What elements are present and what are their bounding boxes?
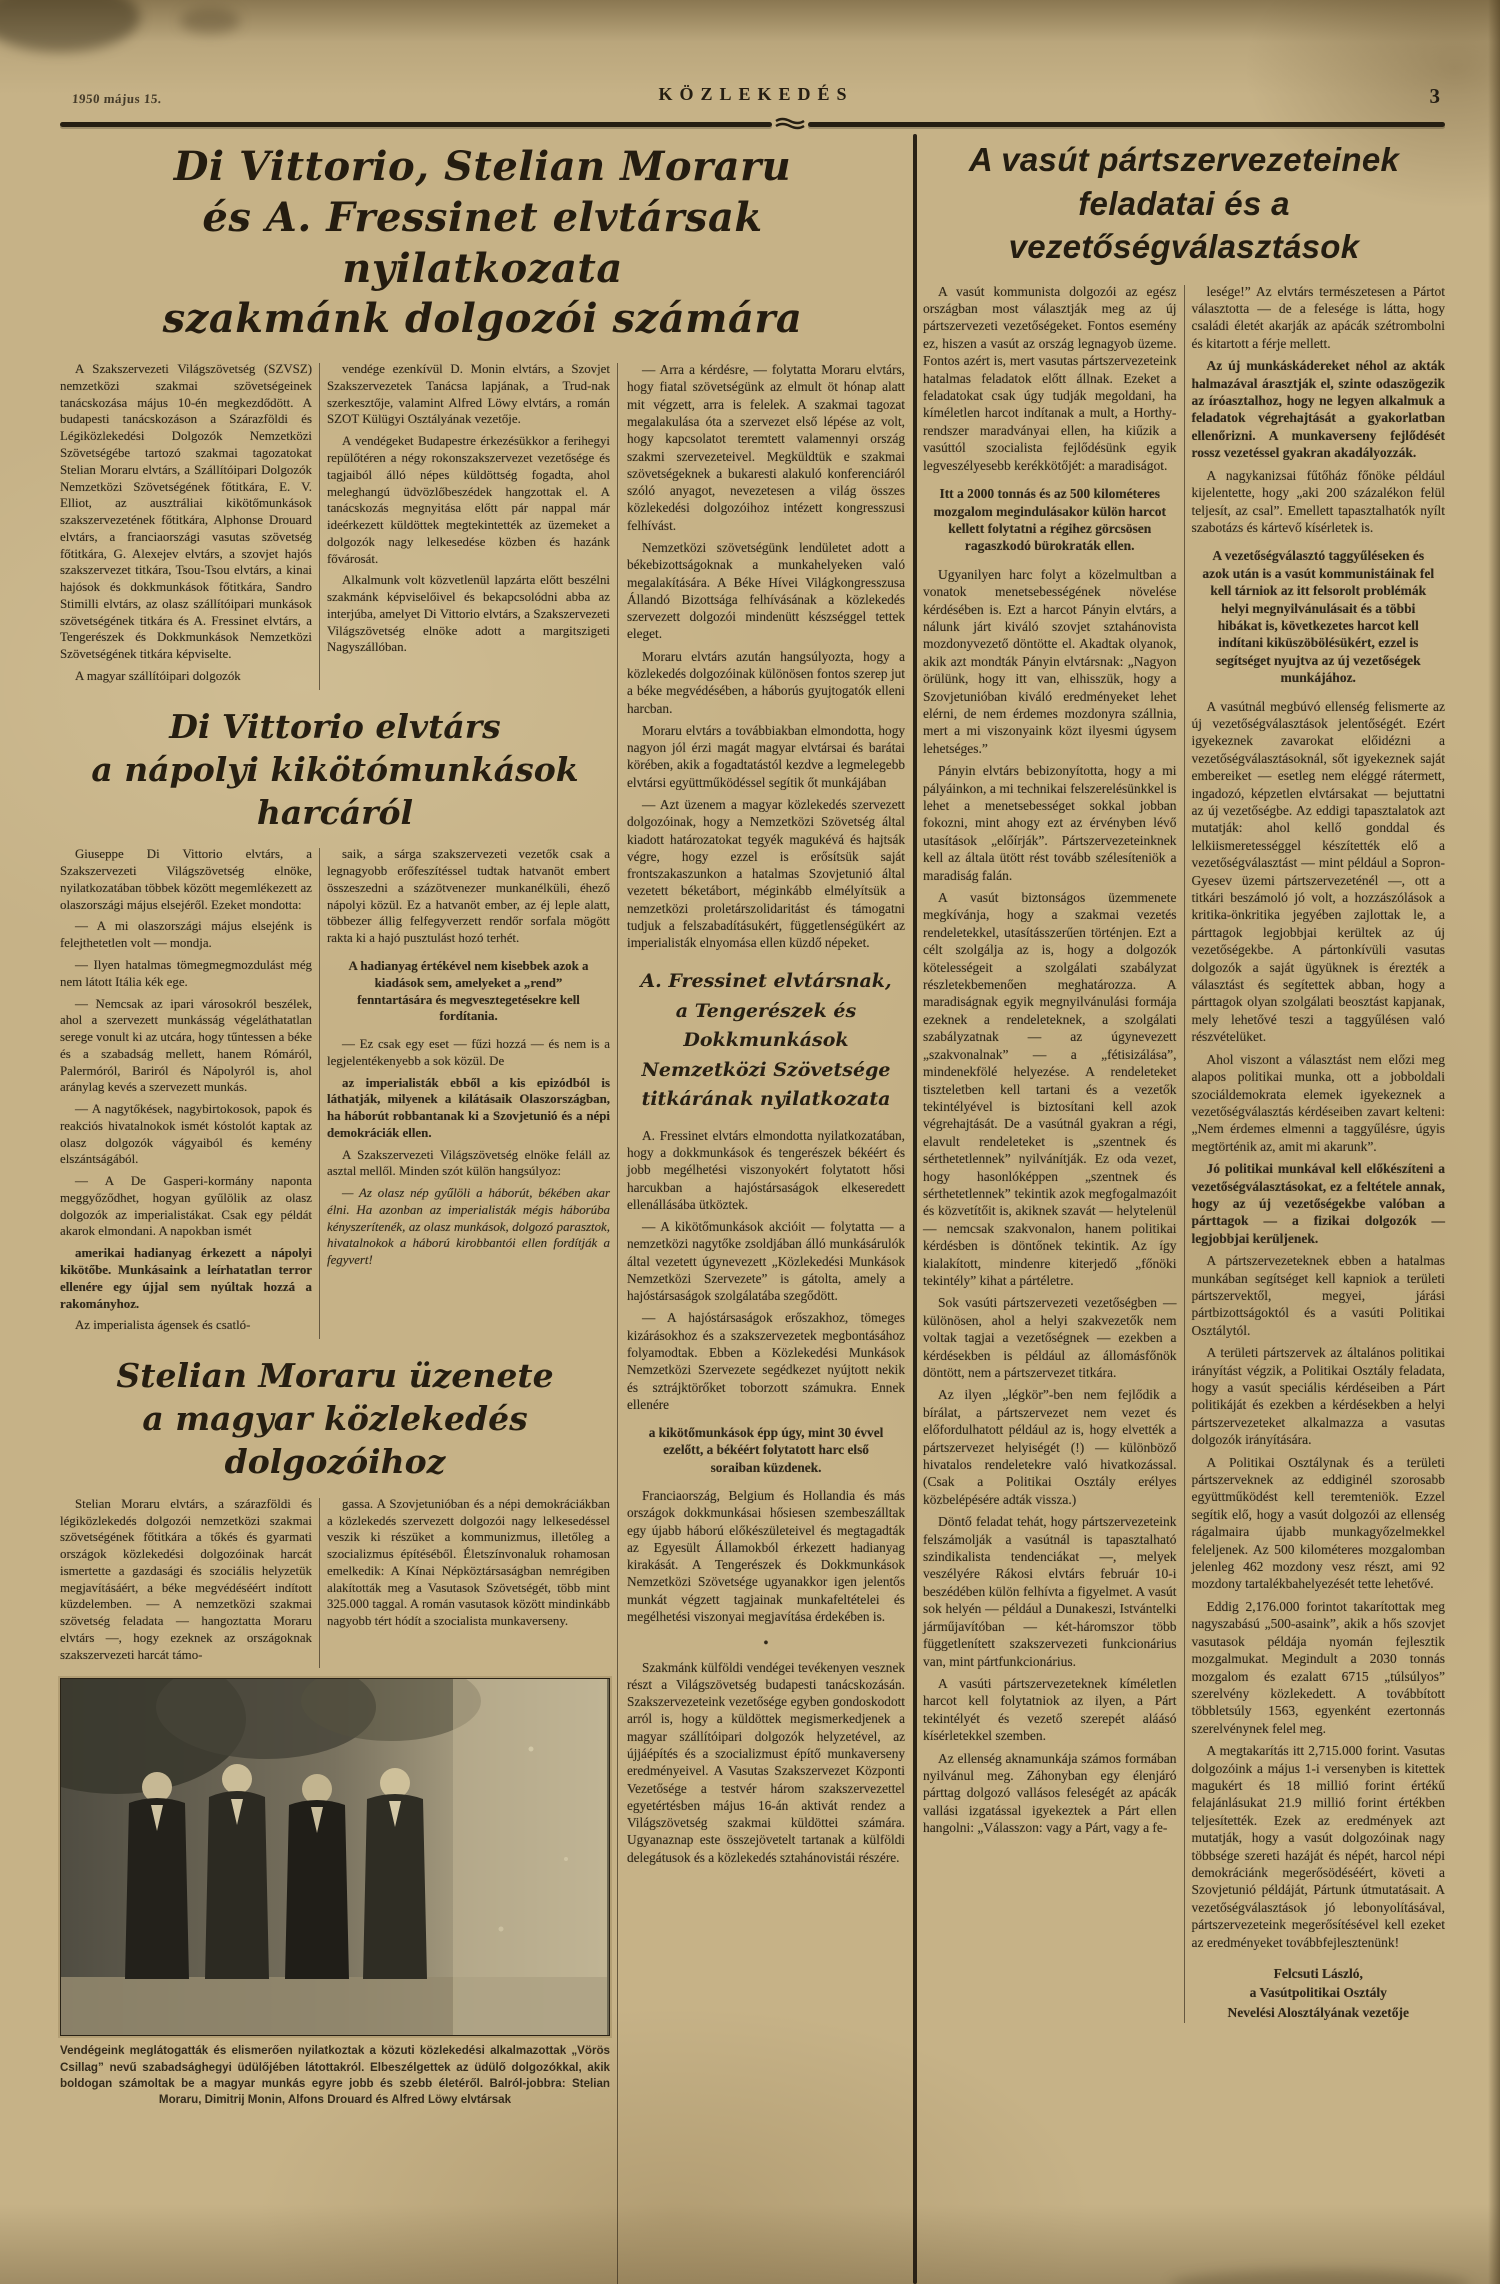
main-article-col1 — [60, 361, 312, 690]
rule-segment — [808, 122, 1445, 127]
headline-line: Nemzetközi Szövetsége — [641, 1058, 891, 1081]
masthead-row — [72, 84, 1440, 109]
paragraph: a Vasútpolitikai Osztály — [1249, 1985, 1387, 2001]
headline-line: a Tengerészek és Dokkmunkások — [675, 999, 857, 1052]
paragraph: A magyar szállítóipari dolgozók — [75, 668, 241, 683]
paragraph: — Ez csak egy eset — fűzi hozzá — és nem is a legjelentékenyebb a sok közül. De — [327, 1037, 610, 1068]
vittorio-col2 — [327, 846, 610, 1339]
two-column-zone — [60, 361, 610, 2284]
paragraph: — Ilyen hatalmas tömegmegmozdulást még nem látott Itália kék ege. — [60, 958, 312, 989]
column-rule — [617, 363, 618, 2284]
paragraph: A Politikai Osztálynak és a területi pártszerveknek az eddiginél szorosabb együttműködést kell teremteniök. Ezzel segítik elő, hogy a vasút dolgozói az ellenség rágalmaira újabb munkagyőzelmekkel feleljenek. Az 500 kilométeres mozgalomban jelenleg 462 mozdony vesz részt, ami 92 mozdony tartalékbahelyezését tette lehetővé. — [1191, 1454, 1445, 1592]
masthead-ornament-icon — [772, 117, 808, 131]
paragraph: saik, a sárga szakszervezeti vezetők csak a legnagyobb erőfeszítéssel tudtak hatvanöt embert összeszedni a százötvenezer munkanélküli, éhező nápolyi közül. Ez a hatvanöt ember, az éj leple alatt, többezer állig felfegyverzett rendőr sorfala mögött rakta ki a hajó pusztulást hozó terhét. — [327, 847, 610, 946]
paragraph: Sok vasúti pártszervezeti vezetőségben — különösen, ahol a helyi szakvezetők nem voltak tagjai a vezetőségnek — ezekben a kérdésekben is például az állomásfőnök döntött, nem a pártszervezet titkára. — [923, 1295, 1177, 1381]
paragraph: — Az olasz nép gyűlöli a háborút, békében akar élni. Ha azonban az imperialisták mégis háborúba kényszerítenék, az olasz munkások, dolgozó parasztok, hivatalnokok a háború kirobbantói ellen fordítják a fegyvert! — [327, 1186, 610, 1268]
page-number: 3 — [1429, 84, 1440, 108]
paragraph: A vendégeket Budapestre érkezésükkor a ferihegyi repülőtéren a négy rokonszakszervezet vezetősége és tagjaiból álló népes küldöttség fogadta, ahol meleghangú üdvözlőbeszédek hangzottak el. A tanácskozás megnyitása előtt pár nappal már ideérkezett küldöttek megtekintették az üzemeket a dolgozók nagy lelkesedése közben és hazánk fővárosát. — [327, 434, 610, 566]
page-content — [60, 134, 1445, 2284]
headline-line: feladatai és a vezetőségválasztások — [1008, 184, 1360, 266]
paragraph: Nevelési Alosztályának vezetője — [1227, 2004, 1409, 2020]
paragraph: A hadianyag értékével nem kisebbek azok a kiadások sem, amelyeket a „rend” fenntartására és megvesztegetésekre kell fordítania. — [348, 959, 589, 1024]
main-article-headline — [60, 142, 905, 345]
paragraph: Döntő feladat tehát, hogy pártszervezeteink felszámolják a vasútnál is tapasztalható szindikalista tendenciákat —, melyek veszélyére Rákosi elvtárs február 10-i beszédében külön felhívta a figyelmet. A vasút sok helyén — például a Dunakeszi, Istvántelki járműjavítóban — két-háromszor több függetlenített szakszervezeti funkcionárius van, mint pártfunkcionárius. — [923, 1514, 1177, 1669]
scan-smudge — [180, 8, 240, 34]
headline-line: a magyar közlekedés dolgozóihoz — [142, 1398, 528, 1481]
paragraph: — Nemcsak az ipari városokról beszélek, ahol a szervezett munkásság végeláthatatlan serege vonult ki az utcára, hogy tűntessen a béke és a szabadság mellett, hanem Rómáról, Palermóról, Bariról és Nápolyról is, ahol aránylag kevés a szervezett munkás. — [60, 996, 312, 1095]
headline-line: Di Vittorio, Stelian Moraru — [173, 143, 792, 190]
headline-line: A vasút pártszervezeteinek — [968, 141, 1400, 178]
issue-date: 1950 május 15. — [71, 91, 163, 106]
vittorio-article-columns — [60, 846, 610, 1339]
headline-line: Di Vittorio elvtárs — [169, 706, 501, 746]
left-body — [60, 361, 905, 2284]
headline-line: a nápolyi kikötómunkások harcáról — [91, 749, 579, 832]
paragraph: A Szakszervezeti Világszövetség (SZVSZ) nemzetközi szakmai szövetségeinek tanácskozása május 10-én megkezdődött. A budapesti tanácskozáson a Szárazföldi és Légiközlekedési Dolgozók Nemzetközi Szövetségébe tartozó szakmai tagozatokat Stelian Moraru elvtárs, a Szállítóipari Dolgozók Nemzetközi Szövetségének főtitkára, E. V. Elliot, az ausztráliai kikötőmunkások szakszervezetének főtitkára, Alphonse Drouard elvtárs, a franciaországi vasutas szövetség főtitkára, G. Alexejev elvtárs, a szovjet hajós szakszervezet titkára, Tsou-Tsou elvtárs, a kinai hajósok és dokkmunkások főtitkára, Sandro Stimilli elvtárs, az olasz szállítóipari munkások szövetségének titkára és A. Fressinet elvtárs, a Tengerészek és Dokkmunkások Nemzetközi Szövetségének titkára képviselte. — [60, 362, 312, 662]
paragraph: A vasúti pártszervezeteknek kíméletlen harcot kell folytatniok az ilyen, a Párt tekintélyét és vezető szerepét aláásó kísérletekkel szemben. — [923, 1675, 1177, 1744]
column-rule — [319, 848, 320, 1339]
paragraph: Ahol viszont a választást nem előzi meg alapos politikai munka, ott a jobboldali szociáldemokrata elemek igyekeznek a vezetőségválasztás kérdéseiben zavart kelteni: „Nem érdemes elmenni a taggyűlésre, úgyis megtörténik az, amit mi akarunk”. — [1191, 1051, 1445, 1154]
left-section — [60, 134, 905, 2284]
paragraph: Eddig 2,176.000 forintot takarítottak meg nagyszabású „500-asaink”, akik a hős szovjet vasutasok példája nyomán fejlesztik mozgalmukat. Megindult a 2030 tonnás mozgalom és ezalatt 6715 „túlsúlyos” szerelvény közlekedett. A továbbított többletsúly 1563, egyenként ezertonnás szerelvénynek felel meg. — [1191, 1598, 1445, 1736]
moraru-article-headline — [66, 1355, 604, 1484]
paragraph: A vasút biztonságos üzemmenete megkívánja, hogy a szakmai vezetés rendeletekkel, utasításszerűen történjen. Ezt a célt szolgálja az is, hogy a dolgozók kötelességeit a szolgálati szabályzat részletekbemenően meghatározza. A maradiságnak egyik megnyilvánulási formája ezeknek a rendeleteknek, a szolgálati szabályzatnak — az úgynevezett „szakvonalnak” — a „fétisizálása”, mindenekfölé helyezése. A rendeleteket tiszteletben kell tartani és a vezetők tekintélyével is biztosítani kell azok végrehajtását. De a vasútnál gyakran a régi, elavult rendeleteket is „szentnek és sérthetetlennek” nyilvánítják. Ez oda vezet, hogy hasonlóképpen „szentnek és sérthetetlennek” tekintik azok megfogalmazóit és közvetítőit is, akiknek szavát — helytelenül — nemcsak szakvonalon, hanem politikai kérdésben is döntőnek tekintik. Az így kialakított, mindenre kiterjedő „főnöki tekintély” kihat a pártéletre. — [923, 890, 1177, 1288]
paragraph: — Arra a kérdésre, — folytatta Moraru elvtárs, hogy fiatal szövetségünk az elmult öt hónap alatt mit végzett, arra is felelek. A szakmai tagozat megalakulása óta a szervezet első lépése az volt, hogy kapcsolatot teremtett valamennyi ország szakmi szervezeteivel. Megküldtük e szakmai szövetségeknek a bukaresti alakuló konferenciáról szóló anyagot, nevezetesen a világ összes közlekedési dolgozóihoz intézett kongresszusi felhívást. — [627, 362, 905, 533]
masthead-rule — [60, 117, 1445, 131]
paragraph: Pányin elvtárs bebizonyította, hogy a mi pályáinkon, a mi technikai felszerelésünkkel is lehet a menetsebességet sokkal jobban fokozni, mint ahogy ezt az érvényben lévő utasítások „előírják”. Pártszervezeteinknek kell az általa ütött rést tovább szélesíteniök a maradiság falán. — [923, 763, 1177, 883]
paragraph: Ugyanilyen harc folyt a közelmultban a vonatok menetsebességének növelése kérdésében is. Ezt a harcot Pányin elvtárs, a nálunk járt kiváló szovjet sztahánovista mozdonyvezető döntötte el. Akadtak olyanok, akik azt mondták Pányin elvtársnak: „Nagyon örülünk, hogy itt van, elhisszük, hogy a Szovjetunióban kiváló eredményeket lehet elérni, de nem érdemes mozdonyra szállnia, mert a mi viszonyaink közt ilyesmi úgysem lehetséges.” — [923, 566, 1177, 756]
vittorio-col1 — [60, 846, 312, 1339]
headline-line: és A. Fressinet elvtársak nyilatkozata — [202, 193, 763, 292]
headline-line: titkárának nyilatkozata — [641, 1088, 891, 1111]
railway-col2 — [1192, 283, 1446, 2024]
paragraph: Az ellenség aknamunkája számos formában nyilvánul meg. Záhonyban egy élenjáró párttag dolgozó vallásos feleségét az apácák vallási izgatással igyekeztek a Párt ellen hangolni: „Válasszon: vagy a Párt, vagy a fe- — [923, 1750, 1177, 1836]
railway-article-columns — [923, 283, 1445, 2024]
scan-smudge — [0, 0, 140, 52]
paragraph: Az új munkáskádereket néhol az akták halmazával árasztják el, szinte odaszögezik az íróasztalhoz, hogy ne legyen alkalmuk a feladatok végrehajtását a gyakorlatban ellenőrizni. A munkaverseny fejlődését rossz vezetéssel gyakran akadályozzák. — [1191, 358, 1445, 461]
paragraph: Giuseppe Di Vittorio elvtárs, a Szakszervezeti Világszövetség elnöke, nyilatkozatában többek között megemlékezett az olaszországi május elsejéről. Ezeket mondotta: — [60, 847, 312, 912]
paragraph: — A kikötőmunkások akcióit — folytatta — a nemzetközi nagytőke zsoldjában álló munkásárulók által vezetett úgynevezett „Közlekedési Munkások Nemzetközi Szervezete” is gátolta, amely a hajóstársaságok szolgálatába szegődött. — [627, 1219, 905, 1304]
paragraph: A. Fressinet elvtárs elmondotta nyilatkozatában, hogy a dokkmunkások és tengerészek békéért és jobb megélhetési viszonyokért folytatott hősi harcukban a hajóstársaságok elkeseredett ellenállásába ütköztek. — [627, 1127, 905, 1212]
paragraph: — A De Gasperi-kormány naponta meggyőződhet, hogyan gyűlölik az olasz dolgozók az imperialistákat. Csak egy példát akarok elmondani. A napokban ismét — [60, 1174, 312, 1239]
column-rule — [319, 363, 320, 690]
paragraph: Alkalmunk volt közvetlenül lapzárta előtt beszélni szakmánk képviselőivel és bekapcsolódni abba az interjúba, amelyet Di Vittorio elvtárs, a Szakszervezeti Világszövetség elnöke adott a margitszigeti Nagyszállóban. — [327, 573, 610, 655]
paragraph: A Szakszervezeti Világszövetség elnöke feláll az asztal mellől. Minden szót külön hangsúlyoz: — [327, 1147, 610, 1179]
moraru-col1 — [60, 1496, 312, 1669]
paragraph: vendége ezenkívül D. Monin elvtárs, a Szovjet Szakszervezetek Tanácsa lapjának, a Trud-nak szerkesztője, valamint Alfred Löwy elvtárs, a román SZOT Külügyi Osztályának vezetője. — [327, 362, 610, 427]
paragraph: — A hajóstársaságok erőszakhoz, tömeges kizárásokhoz és a szakszervezetek megbontásához folyamodtak. Ebben a Közlekedési Munkások Nemzetközi Szervezete segédkezet nyújtott nekik és sztrájktörőket toborzott számukra. Ennek ellenére — [627, 1310, 905, 1412]
paragraph: amerikai hadianyag érkezett a nápolyi kikötőbe. Munkásaink a leírhatatlan terror ellenére egy újjal sem nyúltak hozzá a rakományhoz. — [60, 1246, 312, 1311]
paragraph: A vezetőségválasztó taggyűléseken és azok után is a vasút kommunistáinak fel kell tárniok az itt felsorolt problémák helyi megnyilvánulásait és a többi hibákat is, következetes harcot kell indítani kiküszöbölésükért, ezzel is segítséget nyujtva az új vezetőségek munkájához. — [1202, 548, 1435, 686]
photo-block — [60, 1678, 610, 2108]
paragraph: Az imperialista ágensek és csatló- — [75, 1318, 251, 1333]
paragraph: gassa. A Szovjetunióban és a népi demokráciákban a közlekedés szervezett dolgozói nagy lelkesedéssel veszik ki részüket a kommunizmus, illetőleg a szocializmus építéséből. Életszínvonaluk rohamosan emelkedik: A Kínai Népköztársaságban nemrégiben alakították meg a Vasutasok Szövetségét, több mint 325.000 taggal. A román vasutasok között mindinkább nagyobb tért hódít a szocialista munkaverseny. — [327, 1496, 610, 1629]
column-rule — [1184, 285, 1185, 2024]
paragraph: A nagykanizsai fűtőház főnöke például kijelentette, hogy „aki 200 százalékon felül teljesít, az csal”. Emellett tapasztalhatók nyílt szabotázs és kártevő kísérletek is. — [1191, 467, 1445, 535]
paragraph: A pártszervezeteknek ebben a hatalmas munkában segítséget kell kapniok a területi pártszervektől, megyei, járási pártbizottságoktól és a vasúti Politikai Osztálytól. — [1191, 1253, 1445, 1338]
fressinet-headline — [627, 967, 905, 1114]
paragraph: — A mi olaszországi május elsejénk is felejthetetlen volt — mondja. — [60, 919, 312, 951]
headline-line: A. Fressinet elvtársnak, — [640, 970, 892, 993]
paragraph: A vasútnál megbúvó ellenség felismerte az új vezetőségválasztások jelentőségét. Ezért igyekeznek zavarokat előidézni a vezetőségválasztásoknál, sőt igyekeznek saját embereiket — esetleg nem eléggé rátermett, ingadozó, képzetlen elvtársakat — bejuttatni az új vezetőségbe. Az eddigi tapasztalatok azt mutatják: ahol kellő gonddal és lelkiismeretességgel készítették elő a vezetőségválasztást — mint például a Sopron-Gyesev üzemi pártszervezeténél —, ott a titkári beszámoló jó volt, a hozzászólások a kritika-önkritika jegyében zajlottak le, a párttagok legjobbjai kerültek az új vezetőségekbe. A pártonkívüli vasutas dolgozók a saját ügyüknek is érezték a választást és segítettek abban, hogy a párttagok olyan szolgálati beosztást kapjanak, mely lehetővé teszi a taggyűlésen való részvételüket. — [1191, 698, 1445, 1045]
paragraph: Szakmánk külföldi vendégei tevékenyen vesznek részt a Világszövetség budapesti tanácskozásán. Szakszervezeteink vezetősége egyben gondoskodott arról is, hogy a küldöttek megismerkedjenek a magyar szállítóipari dolgozók helyzetével, az újjáépítés és a szocializmust építő munkaverseny eredményeivel. A Vasutas Szakszervezet Központi Vezetősége a testvér három szakszervezettel egyetértésben május 16-án aktivát rendez a Világszövetség szakmai küldöttei számára. Ugyanaznap este összejövetelt tartanak a külföldi delegátusok és a közlekedés sztahánovistái részére. — [627, 1659, 905, 1865]
railway-article-headline — [923, 138, 1445, 269]
paragraph: — Azt üzenem a magyar közlekedés szervezett dolgozóinak, hogy a Nemzetközi Szövetség által kiadott határozatokat tegyék magukévá és hajtsák végre, hogy ezzel is erősítsük saját frontszakaszunkon a hatalmas Szovjetunió által vezetett béketábort, méginkább elmélyítsük a nemzetközi proletárszolidaritást és támogatni tudjuk a felszabadításukért, függetlenségükért az imperialisták elnyomása ellen küzdő népeket. — [627, 796, 905, 951]
rule-segment — [60, 122, 772, 127]
photo-caption: Vendégeink meglátogatták és elismerően nyilatkoztak a közuti közlekedési alkalmazottak „Vörös Csillag” nevű szabadsághegyi üdülőjében látottakról. Elbeszélgettek az üdülő dolgozókkal, akik boldogan számoltak be a magyar munkás egyre jobb és szebb életéről. Balról-jobbra: Stelian Moraru, Dimitrij Monin, Alfons Drouard és Alfred Löwy elvtársak — [60, 2044, 610, 2107]
paragraph: Jó politikai munkával kell előkészíteni a vezetőségválasztásokat, ez a feltétele annak, hogy az új vezetőségekbe valóban a párttagok — a fizikai dolgozók — legjobbjai kerüljenek. — [1191, 1161, 1445, 1246]
paragraph: — A nagytőkések, nagybirtokosok, papok és reakciós hivatalnokok ismét kóstolót kaptak az olasz dolgozók vágyaiból és kemény elszántságából. — [60, 1102, 312, 1167]
paragraph: Franciaország, Belgium és Hollandia és más országok dokkmunkásai hősiesen szembeszálltak egy újabb háború előkészületeivel és megtagadták az Egyesült Államokból érkezett hadianyag kirakását. A Tengerészek és Dokkmunkások Nemzetközi Szövetsége ugyanakkor igen jelentős munkát végzett tagjainak munkafeltételei és megélhetési viszonyai megjavítása érdekében is. — [627, 1488, 905, 1624]
headline-line: Stelian Moraru üzenete — [116, 1356, 554, 1396]
paragraph: • — [763, 1635, 769, 1651]
section-divider-rule — [913, 134, 917, 2284]
moraru-interview-body — [627, 361, 905, 951]
moraru-col2 — [327, 1496, 610, 1669]
column-rule — [319, 1498, 320, 1669]
paragraph: A megtakarítás itt 2,715.000 forint. Vasutas dolgozóink a május 1-i versenyben is kitettek magukért és 18 millió forint értékű felajánlásukat 21.9 millió forint értékben teljesítették. Ezek az eredmények azt mutatják, hogy a vasút dolgozóinak nagy többsége szereti hazáját és népét, harcol népi demokráciánk megerősödéséért, követi a Szovjetunió példáját, Pártunk útmutatásait. A vezetőségválasztások jó lebonyolításával, pártszervezeteink megerősítésével kell ezeket az eredményeket továbbfejlesztenünk! — [1191, 1743, 1445, 1950]
paragraph: A területi pártszervek az általános politikai irányítást végzik, a Politikai Osztály feladata, hogy a vasút speciális kérdéseiben a Párt politikáját és ezekben a kérdésekben a helyi pártszervezeteket alkalmazza a vasutas dolgozók irányítására. — [1191, 1345, 1445, 1448]
paragraph: Moraru elvtárs azután hangsúlyozta, hogy a közlekedés dolgozóinak különösen fontos szerep jut a béke megvédésében, a háborús gyujtogatók elleni harcban. — [627, 648, 905, 716]
paragraph: Felcsuti László, — [1273, 1966, 1363, 1982]
railway-article — [923, 134, 1445, 2284]
railway-col1 — [923, 283, 1177, 2024]
paragraph: a kikötőmunkások épp úgy, mint 30 évvel ezelőtt, a békéért folytatott harc első soraiban küzdenek. — [648, 1425, 884, 1475]
fressinet-body — [627, 1127, 905, 1866]
paragraph: Stelian Moraru elvtárs, a szárazföldi és légiközlekedés dolgozói nemzetközi szakmai szövetségének főtitkára a tőkés és gyarmati országok közlekedési dolgozóinak harcát ismertette a gazdasági és szociális helyzetük megjavításáért, a béke megvédéséért indított küzdelemben. — A nemzetközi szakmai szövetség feladata — hangoztatta Moraru elvtárs —, hogy ezeknek az országoknak szakszervezeti harcát támo- — [60, 1496, 312, 1662]
paragraph: Az ilyen „légkör”-ben nem fejlődik a bírálat, a pártszervezet nem vezet és előfordulhatott például az is, hogy elvették a pártszervezet helyiségét (!) — különböző hivatalos rendeletekre való hivatkozással. (Csak a Politikai Osztály erélyes közbelépésére adták vissza.) — [923, 1387, 1177, 1507]
paragraph: A vasút kommunista dolgozói az egész országban most választják meg az új pártszervezeti vezetőségeket. Fontos esemény ez, hiszen a vasút az ország legnagyob üzeme. Fontos azért is, mert vasutas pártszervezeteink hatalmas feladatok előtt állnak. Ezeket a feladatokat csak úgy tudják megoldani, ha kíméletlen harcot indítanak a mult, a Horthy-rendszer maradványai ellen, ha kiűzik a vasúttól szocialista fejlődésünk egyik legveszélyesebb kerékkötőjét: a maradiságot. — [923, 283, 1177, 473]
paragraph: lesége!” Az elvtárs természetesen a Pártot választotta — de a felesége is látta, hogy családi életét akarják az apácák szétrombolni és kitartott a férje mellett. — [1191, 283, 1445, 351]
paragraph: Itt a 2000 tonnás és az 500 kilométeres mozgalom megindulásakor külön harcot kellett folytatni a régihez görcsösen ragaszkodó bürokraták ellen. — [933, 486, 1166, 554]
group-photo — [60, 1678, 610, 2036]
moraru-article-columns — [60, 1496, 610, 1669]
interview-column — [627, 361, 905, 2284]
vittorio-article-headline — [66, 706, 604, 835]
main-article-columns — [60, 361, 610, 690]
masthead-title: KÖZLEKEDÉS — [658, 84, 854, 104]
paragraph: az imperialisták ebből a kis epizódból is láthatják, milyenek a kilátásaik Olaszországban, ha háborút robbantanak ki a Szovjetunió és a népi demokráciák ellen. — [327, 1075, 610, 1140]
paragraph: Moraru elvtárs a továbbiakban elmondotta, hogy nagyon jól érzi magát magyar elvtársai és barátai körében, akik a fogadtatástól kezdve a legmelegebb elvtársi együttműködéssel segítik őt munkájában — [627, 722, 905, 790]
headline-line: szakmánk dolgozói számára — [162, 295, 803, 343]
paragraph: Nemzetközi szövetségünk lendületet adott a békebizottságoknak a munkahelyeken való megalakítására. A Béke Hívei Világkongresszusa Állandó Bizottsága felhívásának a közlekedés szervezett dolgozói mindenütt készséggel tettek eleget. — [627, 540, 905, 642]
main-article-col2 — [327, 361, 610, 690]
